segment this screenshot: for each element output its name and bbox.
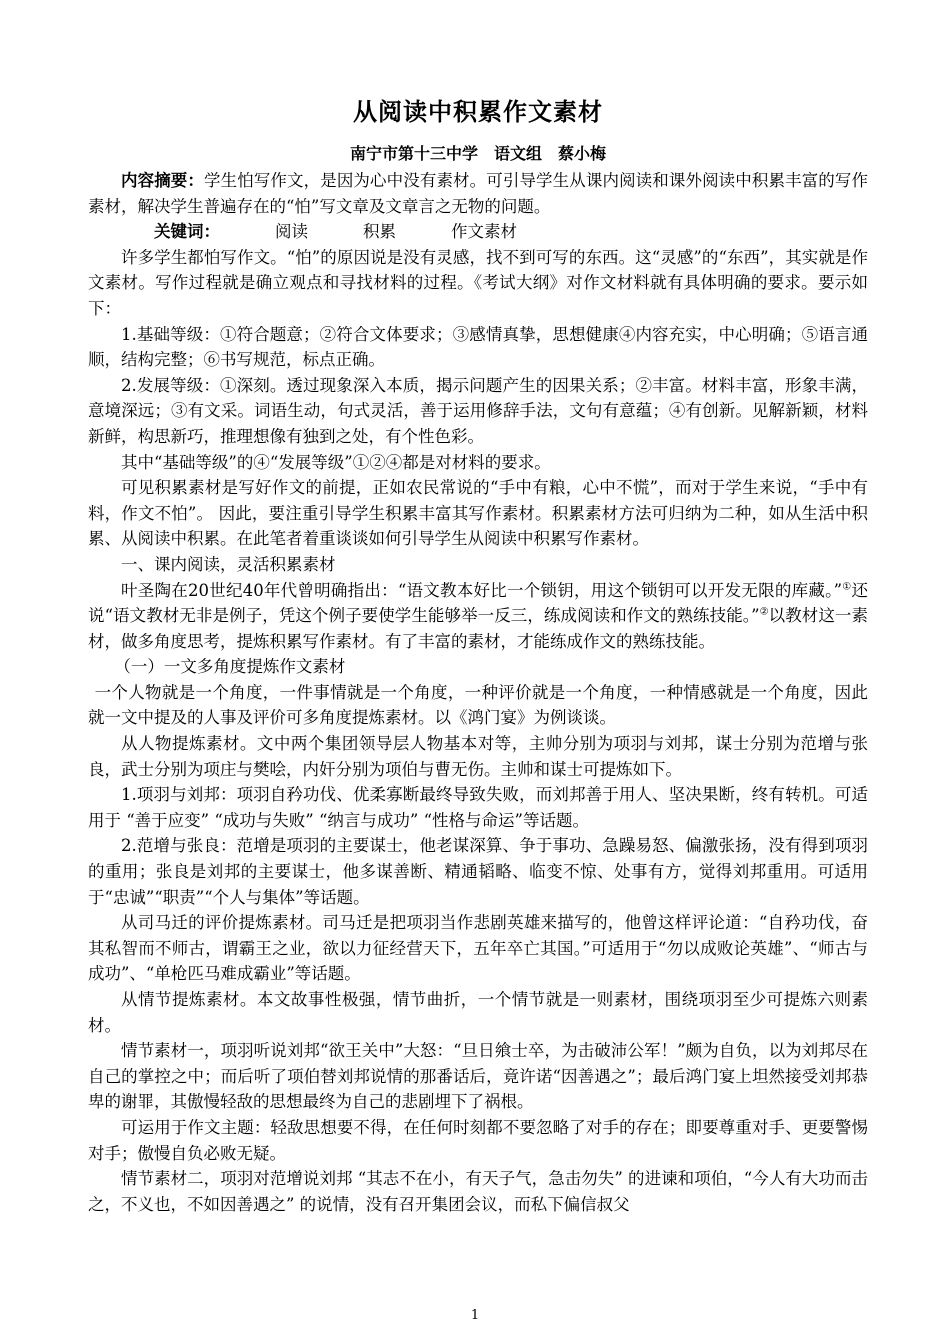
keywords-label: 关键词： [154,222,220,242]
abstract-text: 学生怕写作文，是因为心中没有素材。可引导学生从课内阅读和课外阅读中积累丰富的写作素材，解决学生普遍存在的“怕”写文章及文章言之无物的问题。 [88,171,869,216]
body-paragraph: 其中“基础等级”的④“发展等级”①②④都是对材料的要求。 [121,452,551,472]
body-paragraph: 可运用于作文主题：轻敌思想要不得，在任何时刻都不要忽略了对手的存在；即要尊重对手、更要警惕对手；傲慢自负必败无疑。 [88,1117,868,1163]
keyword-item: 阅读 [275,222,308,242]
body-paragraph: 2.发展等级：①深刻。透过现象深入本质，揭示问题产生的因果关系；②丰富。材料丰富，形象丰满，意境深远；③有文采。词语生动，句式灵活，善于运用修辞手法，文句有意蕴；④有创新。见解新颖，材料新鲜，构思新巧，推理想像有独到之处，有个性色彩。 [88,375,868,446]
body-paragraph: 1.基础等级：①符合题意；②符合文体要求；③感情真挚，思想健康④内容充实，中心明确；⑤语言通顺，结构完整；⑥书写规范，标点正确。 [88,324,868,370]
subsection-heading: （一）一文多角度提炼作文素材 [114,657,346,677]
body-paragraph: 情节素材一，项羽听说刘邦“欲王关中”大怒：“旦日飨士卒，为击破沛公军！”颇为自负，以为刘邦尽在自己的掌控之中；而后听了项伯替刘邦说情的那番话后，竟许诺“因善遇之”；最后鸿门宴上坦然接受刘邦恭卑的谢罪，其傲慢轻敌的思想最终为自己的悲剧埋下了祸根。 [88,1041,868,1112]
document-page [88,92,868,1217]
body-paragraph: 2.范增与张良：范增是项羽的主要谋士，他老谋深算、争于事功、急躁易怒、偏激张扬，没有得到项羽的重用；张良是刘邦的主要谋士，他多谋善断、精通韬略、临变不惊、处事有方，觉得刘邦重用。可适用于“忠诚”“职责”“个人与集体”等话题。 [88,836,868,907]
body-paragraph: 从司马迁的评价提炼素材。司马迁是把项羽当作悲剧英雄来描写的，他曾这样评论道：“自矜功伐，奋其私智而不师古，谓霸王之业，欲以力征经营天下，五年卒亡其国。”可适用于“勿以成败论英雄”、“师古与成功”、“单枪匹马难成霸业”等话题。 [88,913,868,984]
body-text: 还说“语文教材无非是例子，凭这个例子要使学生能够举一反三，练成阅读和作文的熟练技能。” [88,580,868,626]
body-paragraph: 一个人物就是一个角度，一件事情就是一个角度，一种评价就是一个角度，一种情感就是一个角度，因此就一文中提及的人事及评价可多角度提炼素材。以《鸿门宴》为例谈谈。 [88,682,868,728]
page-number: 1 [470,1308,480,1323]
body-paragraph: 许多学生都怕写作文。“怕”的原因说是没有灵感，找不到可写的东西。这“灵感”的“东西”，其实就是作文素材。写作过程就是确立观点和寻找材料的过程。《考试大纲》对作文材料就有具体明确的要求。要示如下： [88,247,868,318]
keywords-line [88,219,868,245]
page-title: 从阅读中积累作文素材 [353,98,603,126]
keyword-item: 作文素材 [451,222,517,242]
body-paragraph [88,578,868,655]
body-paragraph: 情节素材二，项羽对范增说刘邦 “其志不在小，有天子气，急击勿失” 的进谏和项伯，“今人有大功而击之，不义也，不如因善遇之” 的说情，没有召开集团会议，而私下偏信叔父 [88,1169,868,1214]
body-paragraph: 可见积累素材是写好作文的前提，正如农民常说的“手中有粮，心中不慌”，而对于学生来说，“手中有料，作文不怕”。 因此，要注重引导学生积累丰富其写作素材。积累素材方法可归纳为二种，如从生活中积累、从阅读中积累。在此笔者着重谈谈如何引导学生从阅读中积累写作素材。 [88,478,868,549]
body-text: 以教材这一素材，做多角度思考，提炼积累写作素材。有了丰富的素材，才能练成作文的熟练技能。 [88,606,868,651]
abstract [88,168,868,219]
keyword-item: 积累 [363,222,396,242]
body-paragraph: 1.项羽与刘邦：项羽自矜功伐、优柔寡断最终导致失败，而刘邦善于用人、坚决果断，终有转机。可适用于 “善于应变” “成功与失败” “纳言与成功” “性格与命运”等话题。 [88,785,868,830]
body-paragraph: 从人物提炼素材。文中两个集团领导层人物基本对等，主帅分别为项羽与刘邦，谋士分别为范增与张良，武士分别为项庄与樊哙，内奸分别为项伯与曹无伤。主帅和谋士可提炼如下。 [88,734,868,779]
abstract-label: 内容摘要： [121,171,205,190]
footnote-marker: ① [842,581,852,592]
section-heading: 一、课内阅读，灵活积累素材 [121,554,336,574]
author-line: 南宁市第十三中学 语文组 蔡小梅 [349,144,606,163]
body-text: 叶圣陶在20世纪40年代曾明确指出：“语文教本好比一个锁钥，用这个锁钥可以开发无限的库藏。” [121,580,843,600]
body-paragraph: 从情节提炼素材。本文故事性极强，情节曲折，一个情节就是一则素材，围绕项羽至少可提炼六则素材。 [88,990,868,1035]
footnote-marker: ② [759,606,769,618]
